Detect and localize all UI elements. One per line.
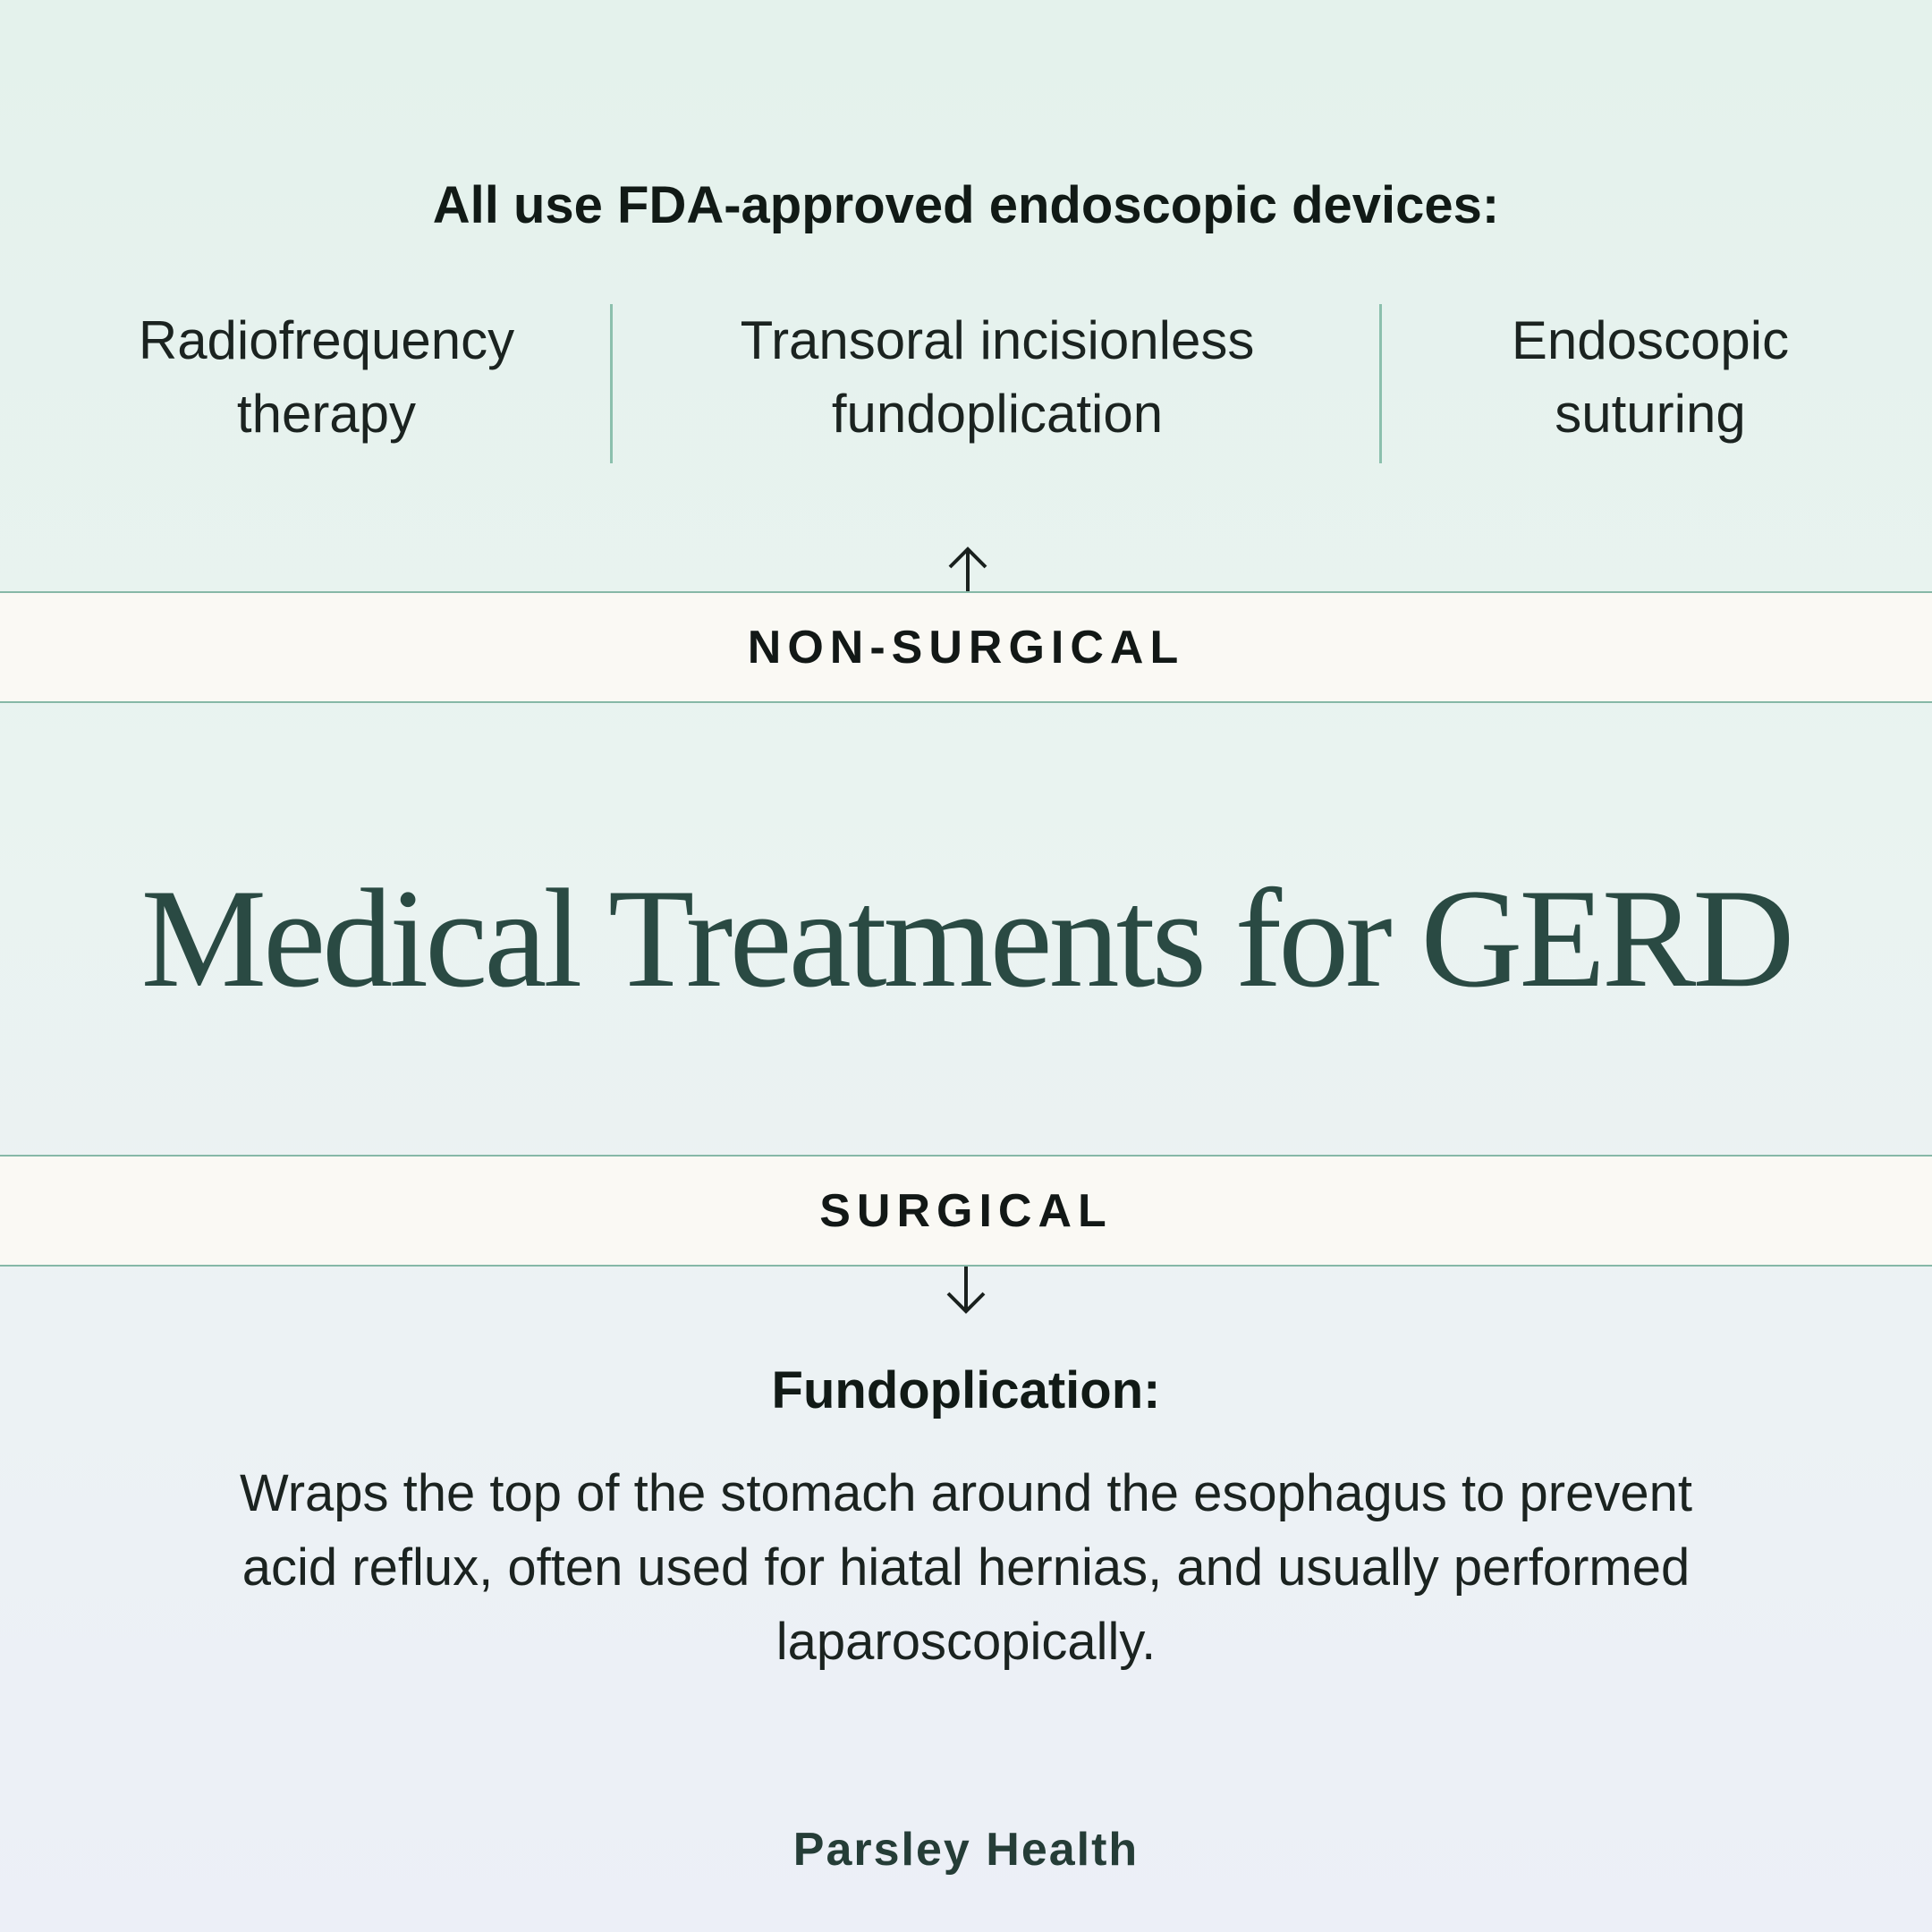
- page-title: Medical Treatments for GERD: [140, 860, 1792, 1017]
- device-options: [0, 304, 1932, 465]
- arrow-down-icon: [939, 1265, 993, 1318]
- non-surgical-band: [0, 591, 1932, 703]
- device-option-line: fundoplication: [831, 384, 1164, 444]
- device-option-endoscopic-suturing: [1395, 304, 1905, 451]
- fundoplication-heading: Fundoplication:: [771, 1361, 1161, 1419]
- device-option-line: Endoscopic: [1511, 310, 1790, 370]
- arrow-up-icon: [941, 542, 995, 596]
- device-option-line: Radiofrequency: [138, 310, 515, 370]
- device-option-line: suturing: [1555, 384, 1746, 444]
- devices-heading: All use FDA-approved endoscopic devices:: [432, 176, 1500, 234]
- fundoplication-description: Wraps the top of the stomach around the esophagus to prevent acid reflux, often used for hiatal hernias, and usually performed laparoscopically.: [240, 1464, 1692, 1671]
- non-surgical-label: NON-SURGICAL: [747, 621, 1185, 674]
- device-option-transoral: [626, 304, 1368, 451]
- surgical-label: SURGICAL: [819, 1184, 1113, 1237]
- device-option-line: Transoral incisionless: [740, 310, 1255, 370]
- divider-line: [610, 304, 613, 463]
- device-option-radiofrequency: [54, 304, 599, 451]
- surgical-band: [0, 1155, 1932, 1267]
- brand-logo: Parsley Health: [792, 1824, 1140, 1876]
- device-option-line: therapy: [236, 384, 417, 444]
- divider-line: [1379, 304, 1382, 463]
